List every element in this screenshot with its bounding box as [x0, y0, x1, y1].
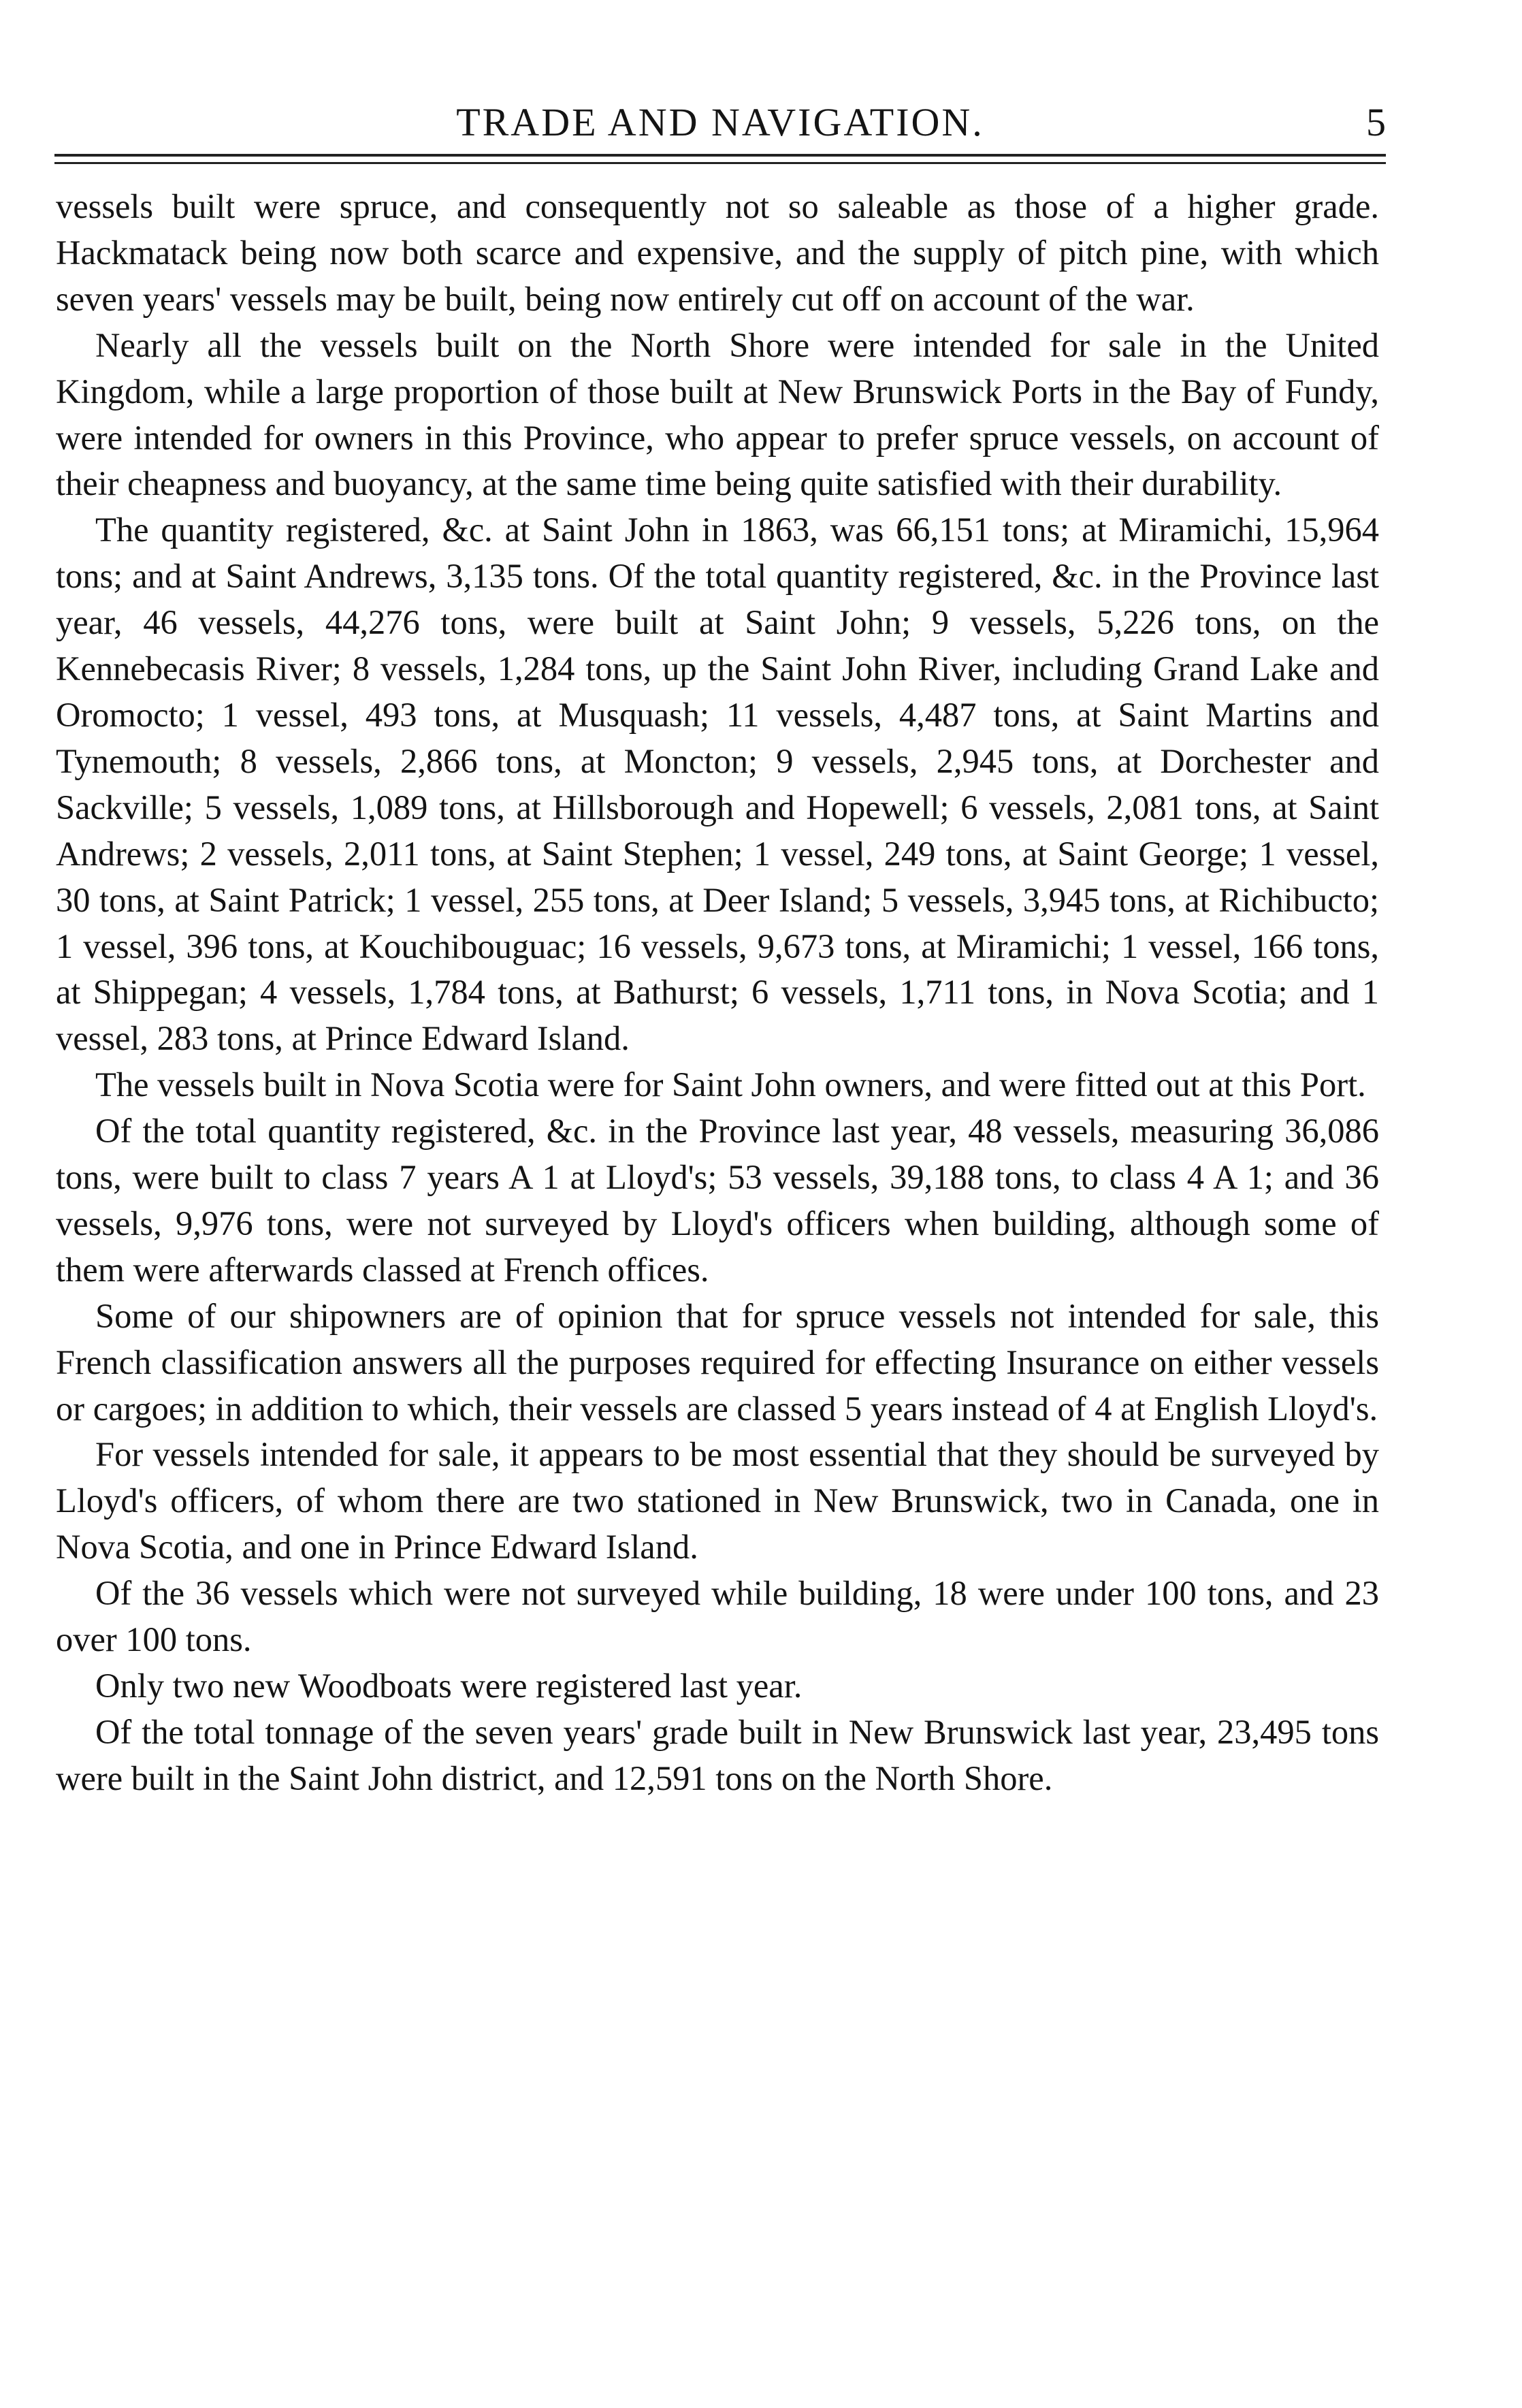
paragraph-9: Only two new Woodboats were registered last year.: [95, 1667, 803, 1705]
paragraph-3: The quantity registered, &c. at Saint John in 1863, was 66,151 tons; at Miramichi, 15,964 tons; and at Saint Andrews, 3,135 tons. Of the total quantity registered, &c. in the Province last year, 46 vessels, 44,276 tons, were built at Saint John; 9 vessels, 5,226 tons, on the Kennebecasis River; 8 vessels, 1,284 tons, up the Saint John River, including Grand Lake and Oromocto; 1 vessel, 493 tons, at Musquash; 11 vessels, 4,487 tons, at Saint Martins and Tynemouth; 8 vessels, 2,866 tons, at Moncton; 9 vessels, 2,945 tons, at Dorchester and Sackville; 5 vessels, 1,089 tons, at Hillsborough and Hopewell; 6 vessels, 2,081 tons, at Saint Andrews; 2 vessels, 2,011 tons, at Saint Stephen; 1 vessel, 249 tons, at Saint George; 1 vessel, 30 tons, at Saint Patrick; 1 vessel, 255 tons, at Deer Island; 5 vessels, 3,945 tons, at Richibucto; 1 vessel, 396 tons, at Kouchibouguac; 16 vessels, 9,673 tons, at Miramichi; 1 vessel, 166 tons, at Shippegan; 4 vessels, 1,784 tons, at Bathurst; 6 vessels, 1,711 tons, in Nova Scotia; and 1 vessel, 283 tons, at Prince Edward Island.: [56, 511, 1379, 1058]
paragraph-6: Some of our shipowners are of opinion that for spruce vessels not intended for sale, this French classification answers all the purposes required for effecting Insurance on either vessels or cargoes; in addition to which, their vessels are classed 5 years instead of 4 at English Lloyd's.: [56, 1296, 1379, 1428]
paragraph-7: For vessels intended for sale, it appears to be most essential that they should be surveyed by Lloyd's officers, of whom there are two stationed in New Brunswick, two in Canada, one in Nova Scotia, and one in Prince Edward Island.: [56, 1435, 1379, 1567]
page-header: [54, 95, 1386, 150]
paragraph-2: Nearly all the vessels built on the North Shore were intended for sale in the United Kingdom, while a large proportion of those built at New Brunswick Ports in the Bay of Fundy, were intended for owners in this Province, who appear to prefer spruce vessels, on account of their cheapness and buoyancy, at the same time being quite satisfied with their durability.: [56, 325, 1379, 503]
paragraph-4: The vessels built in Nova Scotia were for Saint John owners, and were fitted out at this Port.: [95, 1065, 1366, 1104]
paragraph-5: Of the total quantity registered, &c. in the Province last year, 48 vessels, measuring 36,086 tons, were built to class 7 years A 1 at Lloyd's; 53 vessels, 39,188 tons, to class 4 A 1; and 36 vessels, 9,976 tons, were not surveyed by Lloyd's officers when building, although some of them were afterwards classed at French offices.: [56, 1112, 1379, 1289]
running-title: TRADE AND NAVIGATION.: [456, 100, 984, 144]
paragraph-1: vessels built were spruce, and consequently not so saleable as those of a higher grade. Hackmatack being now both scarce and expensive, and the supply of pitch pine, with which seven years' vessels may be built, being now entirely cut off on account of the war.: [56, 187, 1379, 318]
paragraph-8: Of the 36 vessels which were not surveyed while building, 18 were under 100 tons, and 23 over 100 tons.: [56, 1574, 1379, 1659]
body-text: [56, 184, 1379, 1802]
paragraph-10: Of the total tonnage of the seven years' grade built in New Brunswick last year, 23,495 tons were built in the Saint John district, and 12,591 tons on the North Shore.: [56, 1712, 1379, 1797]
header-rule-top: [54, 154, 1386, 157]
page-number: 5: [1366, 100, 1386, 144]
header-rule-bottom: [54, 162, 1386, 164]
